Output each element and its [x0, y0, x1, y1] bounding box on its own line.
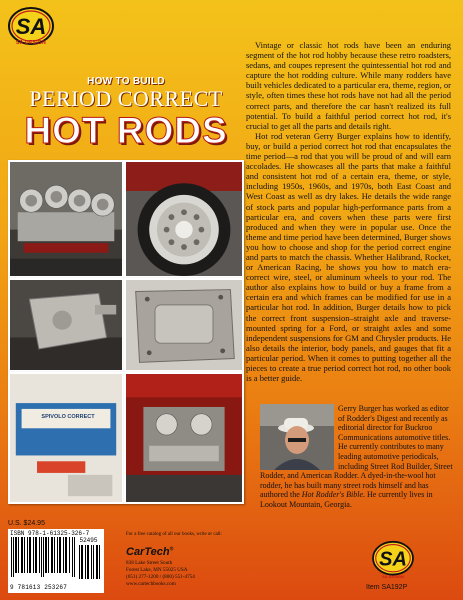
- address-line: 838 Lake Street South: [126, 560, 173, 566]
- catalog-note: For a free catalog of all our books, write or call:: [126, 532, 222, 537]
- photo-roadster-engine: [124, 372, 244, 504]
- publisher-name-text: CarTech: [126, 546, 170, 558]
- description-paragraph-1: Vintage or classic hot rods have been an enduring segment of the hot rod hobby because these retro roadsters, sedans, and coupes represent the quintessential hot rod and capture the hot rodding culture. While many rodders have built vehicles dedicated to a particular era, theme, region, or style, often times these hot rods have not had all the period correct parts, and therefore the car hasn't realized its full potential. To build a faithful period correct hot rod, it's crucial to get all the parts and details right.: [246, 40, 451, 131]
- logo-subtext: SA DESIGN: [15, 40, 47, 46]
- title-block: [10, 76, 242, 151]
- logo-letters-small: SA: [379, 548, 407, 571]
- book-description: [246, 40, 451, 383]
- photo-wheel: [124, 160, 244, 278]
- logo-letters: SA: [15, 14, 47, 39]
- barcode-bars: [10, 537, 76, 577]
- bio-book-title: Hot Rodder's Bible: [301, 490, 364, 500]
- barcode-addon-number: 52495: [79, 537, 98, 544]
- photo-transmission: [8, 278, 124, 372]
- photo-valve-cover: [124, 278, 244, 372]
- photo-parts-box: [8, 372, 124, 504]
- isbn: ISBN 978-1-61325-326-7: [10, 530, 90, 537]
- description-paragraph-2: Hot rod veteran Gerry Burger explains how to identify, buy, or build a period correct hot rod that encapsulates the time period—a rod that you will be proud of and will earn accolades. He showcases all the parts that make a faithful and consistent hot rod of a certain era, theme, or style, including 1950s, 1960s, and 1970s, both East Coast and West Coast as well as dry lakes. He details the wide range of stock parts and popular high-performance parts from a particular era, and covers when these parts were first produced and when they were in popular use. Once the theme and time period have been determined, Burger shows you how to choose and shop for the period correct engine and parts to match the chassis. Whether Halibrand, Rocket, or American Racing, he shows you how to match era-correct wire, steel, or aluminum wheels to your rod. The author also explains how to build or buy a frame from a certain era and which frames can be modified for use in a particular hot rod. In addition, Burger details how to pick the correct front suspension–straight axle and traverse-mounted spring for a Ford, or straight axles and some independent suspensions for GM and Chrysler products. He also details the interior, body panels, and gauges that fit a particular period. When it comes to putting together all the pieces to create a true period correct hot rod, no other book is a better guide.: [246, 130, 451, 384]
- bio-text-1: Gerry Burger has worked as editor of Rodder's Digest and recently as editorial director for Buckroo Communications automotive titles. He currently contributes to many leading automotive periodicals, including Street Rod Builder, Street Rodder, and American Rodder. A dyed-in-the-wool hot rodder, he has built many street rods himself and has authored the: [260, 404, 453, 500]
- author-bio: [260, 404, 454, 510]
- item-number: Item SA192P: [366, 584, 408, 591]
- parts-box-label: SPIVOLO CORRECT: [41, 414, 95, 420]
- title-line1: PERIOD CORRECT: [29, 86, 223, 111]
- logo-subtext-small: SA DESIGN: [382, 574, 404, 579]
- price: U.S. $24.95: [8, 520, 45, 527]
- title-line2: HOT RODS: [24, 110, 228, 151]
- title-kicker: HOW TO BUILD: [87, 76, 165, 87]
- barcode-addon-bars: [79, 545, 101, 579]
- address-line: (651) 277-1200 / (800) 551-4754: [126, 574, 195, 580]
- publisher-trademark: ®: [169, 546, 174, 553]
- publisher-address: [126, 560, 195, 588]
- address-line: Forest Lake, MN 55025 USA: [126, 567, 188, 573]
- barcode: [8, 529, 104, 593]
- author-photo: [260, 404, 334, 470]
- address-line: www.cartechbooks.com: [126, 581, 176, 587]
- bio-text-2: . He currently lives in Lookout Mountain, Georgia.: [260, 490, 433, 509]
- photo-carburetor-engine: [8, 160, 124, 278]
- barcode-digits: 9 781613 253267: [10, 584, 68, 591]
- publisher-name: [126, 546, 173, 558]
